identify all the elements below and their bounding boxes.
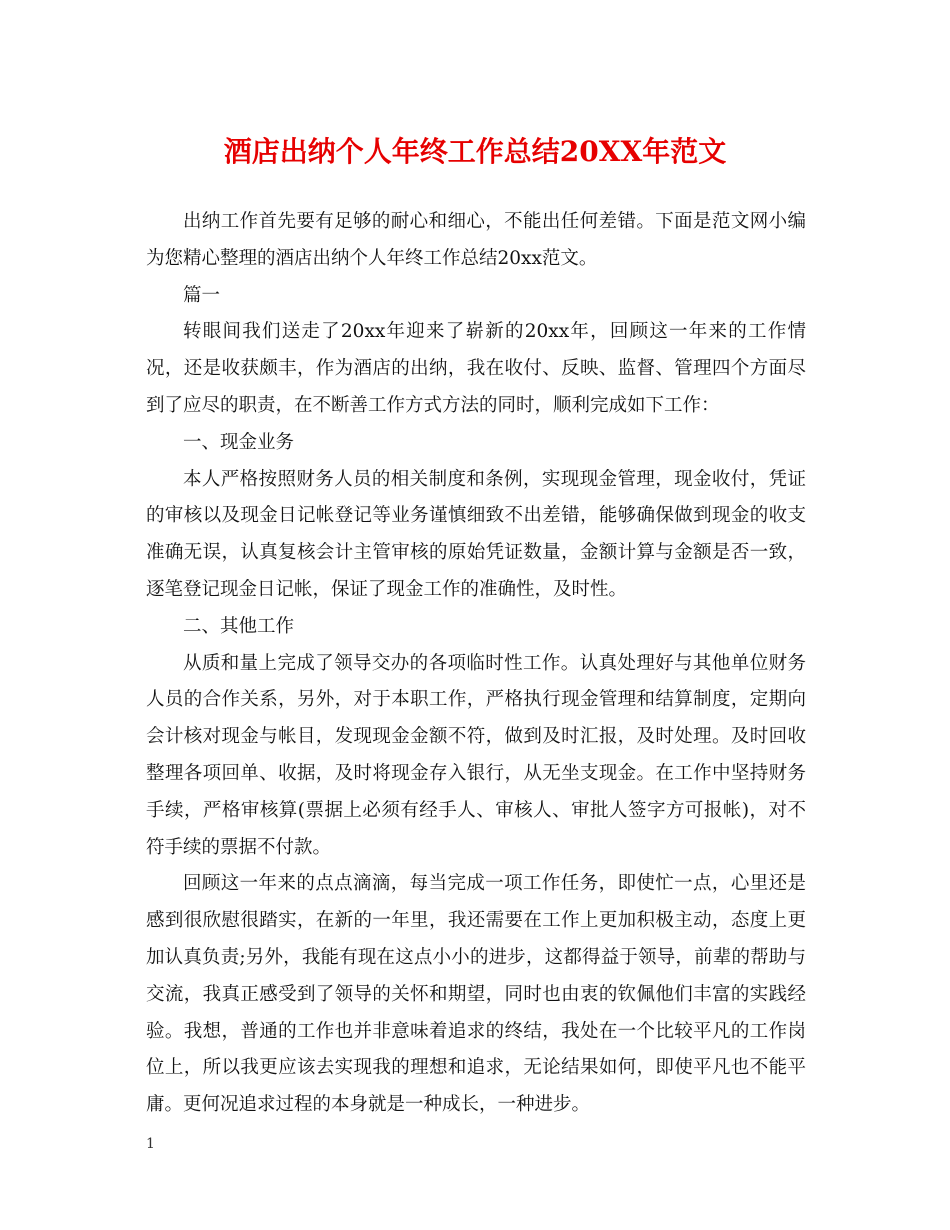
section-label-part-one: 篇一 [183,284,221,306]
paragraph-overview: 转眼间我们送走了20xx年迎来了崭新的20xx年，回顾这一年来的工作情况，还是收获颇丰，作为酒店的出纳，我在收付、反映、监督、管理四个方面尽到了应尽的职责，在不断善工作方式方法的同时，顺利完成如下工作： [146,321,806,416]
paragraph-intro: 出纳工作首先要有足够的耐心和细心，不能出任何差错。下面是范文网小编为您精心整理的酒店出纳个人年终工作总结20xx范文。 [146,211,806,269]
paragraph-reflection: 回顾这一年来的点点滴滴，每当完成一项工作任务，即使忙一点，心里还是感到很欣慰很踏实，在新的一年里，我还需要在工作上更加积极主动，态度上更加认真负责;另外，我能有现在这点小小的进步，这都得益于领导，前辈的帮助与交流，我真正感受到了领导的关怀和期望，同时也由衷的钦佩他们丰富的实践经验。我想，普通的工作也并非意味着追求的终结，我处在一个比较平凡的工作岗位上，所以我更应该去实现我的理想和追求，无论结果如何，即使平凡也不能平庸。更何况追求过程的本身就是一种成长，一种进步。 [146,873,806,1116]
heading-cash-business: 一、现金业务 [183,431,295,453]
paragraph-other-work: 从质和量上完成了领导交办的各项临时性工作。认真处理好与其他单位财务人员的合作关系，另外，对于本职工作，严格执行现金管理和结算制度，定期向会计核对现金与帐目，发现现金金额不符，做到及时汇报，及时处理。及时回收整理各项回单、收据，及时将现金存入银行，从无坐支现金。在工作中坚持财务手续，严格审核算(票据上必须有经手人、审核人、审批人签字方可报帐)，对不符手续的票据不付款。 [146,652,806,858]
document-title: 酒店出纳个人年终工作总结20XX年范文 [223,135,727,168]
page-number: 1 [146,1136,155,1152]
paragraph-cash-business: 本人严格按照财务人员的相关制度和条例，实现现金管理，现金收付，凭证的审核以及现金日记帐登记等业务谨慎细致不出差错，能够确保做到现金的收支准确无误，认真复核会计主管审核的原始凭证数量，金额计算与金额是否一致，逐笔登记现金日记帐，保证了现金工作的准确性，及时性。 [146,468,806,600]
heading-other-work: 二、其他工作 [183,615,295,637]
document-body [146,204,806,1124]
